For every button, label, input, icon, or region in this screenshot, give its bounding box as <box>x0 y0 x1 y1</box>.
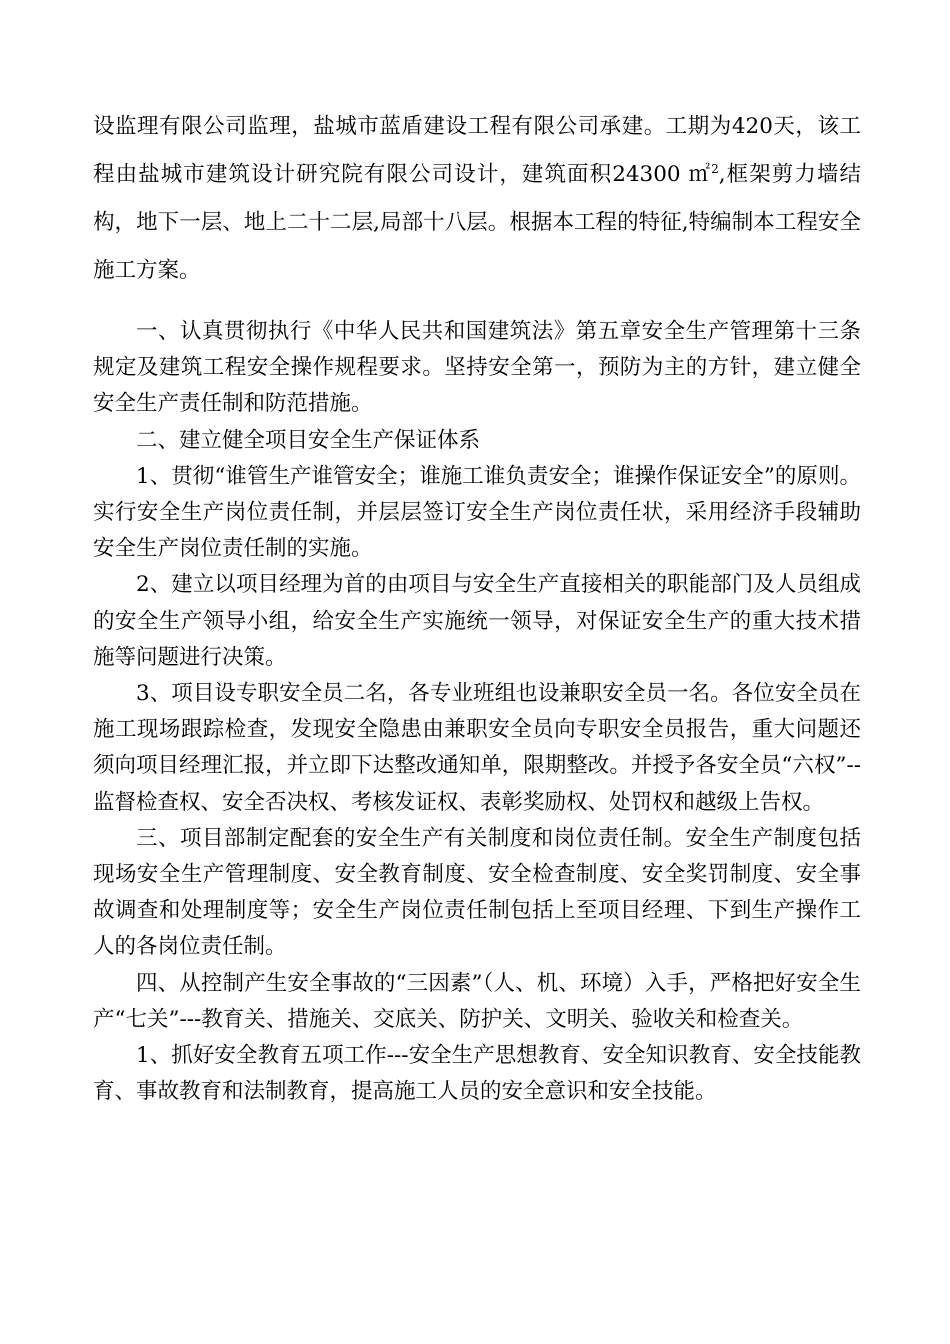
paragraph-section-1: 一、认真贯彻执行《中华人民共和国建筑法》第五章安全生产管理第十三条规定及建筑工程安全操作规程要求。坚持安全第一，预防为主的方针，建立健全安全生产责任制和防范措施。 <box>93 319 861 417</box>
paragraph-item-2-1: 1、贯彻“谁管生产谁管安全；谁施工谁负责安全；谁操作保证安全”的原则。实行安全生产岗位责任制，并层层签订安全生产岗位责任状，采用经济手段辅助安全生产岗位责任制的实施。 <box>93 463 861 562</box>
paragraph-item-4-1: 1、抓好安全教育五项工作---安全生产思想教育、安全知识教育、安全技能教育、事故教育和法制教育，提高施工人员的安全意识和安全技能。 <box>93 1043 861 1105</box>
paragraph-section-3: 三、项目部制定配套的安全生产有关制度和岗位责任制。安全生产制度包括现场安全生产管理制度、安全教育制度、安全检查制度、安全奖罚制度、安全事故调查和处理制度等；安全生产岗位责任制包括上至项目经理、下到生产操作工人的各岗位责任制。 <box>93 825 861 960</box>
intro-paragraph <box>93 103 861 295</box>
paragraph-section-2-heading: 二、建立健全项目安全生产保证体系 <box>136 427 481 453</box>
paragraph-item-2-3: 3、项目设专职安全员二名，各专业班组也设兼职安全员一名。各位安全员在施工现场跟踪检查，发现安全隐患由兼职安全员向专职安全员报告，重大问题还须向项目经理汇报，并立即下达整改通知单，限期整改。并授予各安全员“六权”--监督检查权、安全否决权、考核发证权、表彰奖励权、处罚权和越级上告权。 <box>93 681 861 815</box>
document-body <box>93 314 861 1110</box>
paragraph-item-2-2: 2、建立以项目经理为首的由项目与安全生产直接相关的职能部门及人员组成的安全生产领导小组，给安全生产实施统一领导，对保证安全生产的重大技术措施等问题进行决策。 <box>93 572 861 670</box>
area-unit-superscript: 2 <box>711 161 719 176</box>
intro-text-part-2: ,框架剪力墙结构，地下一层、地上二十二层,局部十八层。根据本工程的特征,特编制本工程安全施工方案。 <box>93 162 861 283</box>
intro-text-part-1: 设监理有限公司监理，盐城市蓝盾建设工程有限公司承建。工期为420天，该工程由盐城市建筑设计研究院有限公司设计，建筑面积24300 ㎡ <box>93 114 861 187</box>
paragraph-section-4: 四、从控制产生安全事故的“三因素”（人、机、环境）入手，严格把好安全生产“七关”---教育关、措施关、交底关、防护关、文明关、验收关和检查关。 <box>93 970 861 1032</box>
